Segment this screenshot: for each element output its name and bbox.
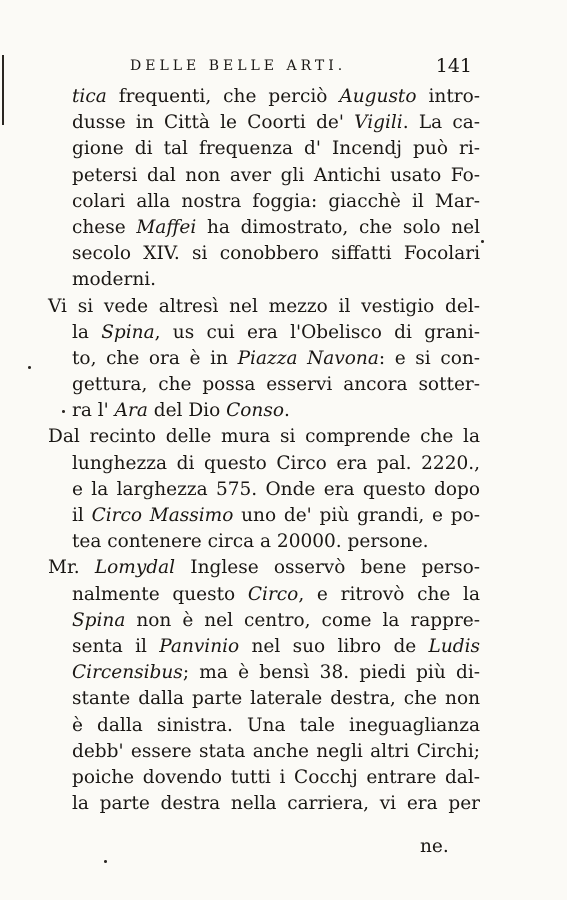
text-segment: Inglese osservò bene perso-: [175, 557, 481, 579]
page-number: 141: [435, 55, 472, 77]
text-segment: e la larghezza 575. Onde era questo dopo: [72, 478, 480, 500]
text-line: [48, 267, 480, 293]
text-line: [48, 110, 480, 136]
text-line: [48, 529, 480, 555]
text-segment: uno de' più grandi, e po-: [233, 505, 480, 526]
ink-speck: [104, 860, 107, 863]
text-segment: gione di tal frequenza d' Incendj può ri-: [72, 138, 480, 160]
text-line: [48, 608, 480, 634]
text-line: [48, 320, 480, 346]
italic-term: Spina: [72, 609, 126, 631]
text-line: [48, 451, 480, 477]
text-segment: del Dio: [147, 400, 227, 422]
text-segment: ; ma è bensì 38. piedi più di-: [182, 662, 480, 684]
text-line: [48, 398, 480, 424]
ink-speck: [481, 240, 484, 243]
text-segment: secolo XIV. si conobbero siffatti Focolari: [72, 243, 480, 265]
text-line: [48, 765, 480, 791]
text-line: [48, 241, 480, 267]
text-segment: , us cui era l'Obelisco di grani-: [154, 321, 480, 343]
text-segment: : e si con-: [378, 347, 480, 369]
text-line: [48, 555, 480, 581]
text-line: [48, 503, 480, 529]
italic-term: Augusto: [339, 86, 417, 107]
text-segment: la: [72, 321, 102, 343]
italic-term: Ludis: [428, 635, 480, 657]
text-segment: la parte destra nella carriera, vi era per: [72, 793, 480, 815]
italic-term: Maffei: [136, 216, 197, 238]
text-segment: il: [72, 505, 92, 526]
text-segment: .: [283, 400, 290, 422]
text-segment: Mr.: [48, 557, 95, 579]
text-segment: debb' essere stata anche negli altri Circhi;: [72, 740, 480, 762]
text-segment: to, che ora è in: [72, 347, 238, 369]
text-line: [48, 189, 480, 215]
text-line: [48, 477, 480, 503]
text-line: [48, 713, 480, 739]
text-segment: gettura, che possa esservi ancora sotter-: [72, 374, 480, 396]
text-segment: dusse in Città le Coorti de': [72, 112, 355, 134]
text-segment: colari alla nostra foggia: giacchè il Mar-: [72, 190, 480, 212]
text-segment: , e ritrovò che la: [298, 583, 480, 605]
text-segment: intro-: [416, 86, 480, 107]
italic-term: Vigili: [354, 112, 403, 134]
italic-term: Circensibus: [72, 662, 183, 684]
text-line: [48, 346, 480, 372]
text-line: [48, 660, 480, 686]
italic-term: Piazza Navona: [237, 347, 379, 369]
text-line: [48, 163, 480, 189]
text-segment: non è nel centro, come la rappre-: [125, 609, 480, 631]
text-segment: ha dimostrato, che solo nel: [196, 216, 480, 238]
text-line: [48, 634, 480, 660]
text-segment: petersi dal non aver gli Antichi usato Fo-: [72, 164, 480, 186]
text-line: [48, 424, 480, 450]
text-segment: . La ca-: [402, 112, 480, 134]
text-segment: nalmente questo: [72, 583, 248, 605]
italic-term: Circo: [247, 583, 299, 605]
italic-term: Spina: [101, 321, 155, 343]
text-segment: nel suo libro de: [239, 635, 429, 657]
text-line: [48, 582, 480, 608]
italic-term: Circo Massimo: [91, 505, 234, 526]
text-line: [48, 686, 480, 712]
italic-term: tica: [72, 86, 107, 107]
page-edge-mark: [2, 55, 4, 125]
ink-speck: [28, 366, 31, 369]
text-segment: tea contenere circa a 20000. persone.: [72, 531, 429, 553]
text-segment: ra l': [72, 400, 115, 422]
text-segment: Vi si vede altresì nel mezzo il vestigio del-: [48, 295, 480, 317]
text-segment: frequenti, che perciò: [106, 86, 340, 107]
text-line: [48, 215, 480, 241]
italic-term: Ara: [114, 400, 148, 422]
text-segment: poiche dovendo tutti i Cocchj entrare dal-: [72, 766, 480, 788]
ink-speck: [62, 410, 65, 413]
text-line: [48, 294, 480, 320]
text-segment: senta il: [72, 635, 160, 657]
text-segment: moderni.: [72, 269, 157, 291]
text-line: [48, 791, 480, 817]
italic-term: Conso: [226, 400, 284, 422]
running-head: DELLE BELLE ARTI.: [130, 58, 347, 74]
text-segment: lunghezza di questo Circo era pal. 2220.,: [72, 452, 480, 474]
text-line: [48, 372, 480, 398]
text-line: [48, 84, 480, 110]
italic-term: Panvinio: [159, 635, 240, 657]
page-header: [100, 55, 520, 86]
text-segment: Dal recinto delle mura si comprende che la: [48, 426, 480, 448]
italic-term: Lomydal: [94, 557, 176, 579]
text-segment: stante dalla parte laterale destra, che non: [72, 688, 480, 710]
catchword: ne.: [420, 836, 449, 857]
body-text: [48, 84, 480, 817]
text-line: [48, 136, 480, 162]
text-segment: chese: [72, 216, 137, 238]
text-segment: è dalla sinistra. Una tale ineguaglianza: [72, 714, 480, 736]
text-line: [48, 739, 480, 765]
